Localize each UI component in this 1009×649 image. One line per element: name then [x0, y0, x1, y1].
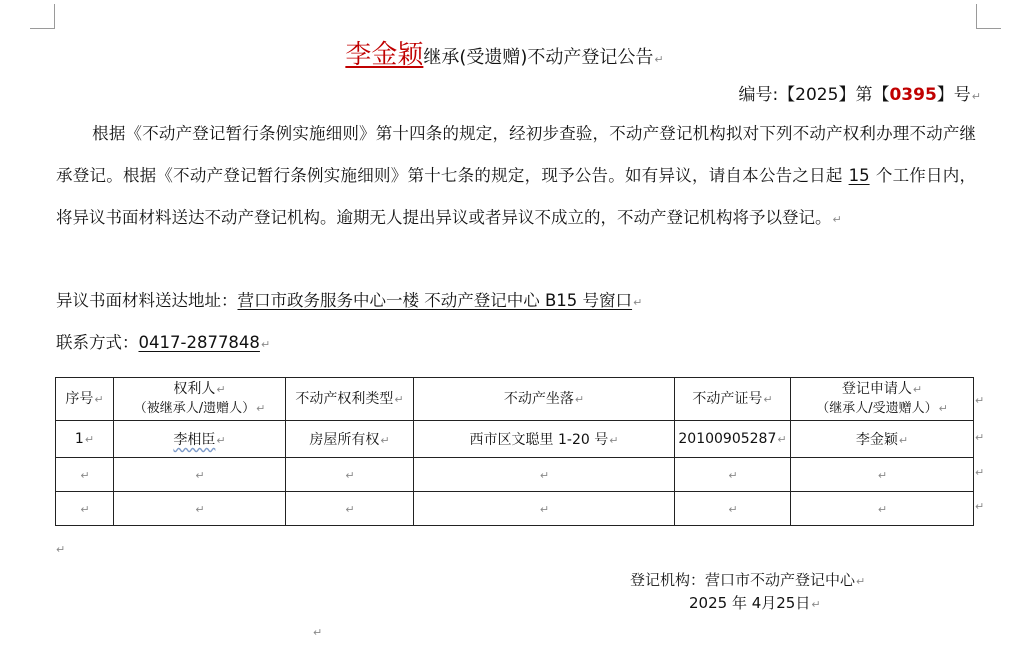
address-line [56, 287, 642, 311]
header-location: 不动产坐落↵ [414, 378, 675, 421]
paragraph-mark-icon: ↵ [832, 213, 842, 226]
cell-location: 西市区文聪里 1-20 号↵ [414, 421, 675, 458]
table-row-empty: ↵ ↵ ↵ ↵ ↵ ↵ [56, 458, 974, 492]
body-part1: 根据《不动产登记暂行条例实施细则》第十四条的规定，经初步查验，不动产登记机构拟对下列不动产权利办理不动产继承登记。根据《不动产登记暂行条例实施细则》第十七条的规定，现予公告。如有异议，请自本公告之日起 [56, 124, 976, 185]
empty-paragraph-mark-icon: ↵ [313, 626, 323, 639]
docno-prefix: 编号:【2025】第【 [738, 85, 890, 105]
document-number [738, 80, 981, 105]
cell-applicant: 李金颖↵ [791, 421, 974, 458]
objection-days: 15 [848, 166, 870, 185]
header-holder: 权利人↵ （被继承人/遗赠人）↵ [114, 378, 286, 421]
header-seq: 序号↵ [56, 378, 114, 421]
notice-title-text: 继承(受遗赠)不动产登记公告 [423, 47, 654, 68]
notice-title [0, 34, 1009, 71]
paragraph-mark-icon: ↵ [971, 90, 981, 103]
notice-body [56, 113, 976, 241]
header-right-type: 不动产权利类型↵ [286, 378, 414, 421]
paragraph-mark-icon: ↵ [633, 296, 643, 309]
docno-number: 0395 [889, 85, 937, 105]
cell-seq: 1↵ [56, 421, 114, 458]
address-value: 营口市政务服务中心一楼 不动产登记中心 B15 号窗口 [237, 291, 633, 310]
crop-mark-top-right [976, 4, 1001, 29]
header-cert-no: 不动产证号↵ [675, 378, 791, 421]
signature-date: 2025 年 4月25日↵ [689, 594, 821, 612]
header-applicant: 登记申请人↵ （继承人/受遗赠人）↵ [791, 378, 974, 421]
paragraph-mark-icon: ↵ [856, 575, 866, 588]
row-end-mark-icon: ↵ [975, 431, 985, 444]
body-part2: 个工作日内，将异议书面材料送达不动产登记机构。逾期无人提出异议或者异议不成立的，不动产登记机构将予以登记。 [56, 166, 977, 227]
table-row [56, 421, 974, 458]
empty-paragraph-mark-icon: ↵ [56, 543, 66, 556]
table-header-row [56, 378, 974, 421]
contact-value: 0417-2877848 [138, 333, 260, 352]
cell-cert-no: 20100905287↵ [675, 421, 791, 458]
docno-suffix: 】号 [936, 85, 971, 105]
row-end-mark-icon: ↵ [975, 500, 985, 513]
cell-right-type: 房屋所有权↵ [286, 421, 414, 458]
contact-line [56, 329, 270, 353]
registration-table [55, 377, 974, 526]
paragraph-mark-icon: ↵ [654, 53, 664, 66]
signature-org: 登记机构：营口市不动产登记中心↵ [630, 571, 866, 589]
crop-mark-top-left [30, 4, 55, 29]
row-end-mark-icon: ↵ [975, 466, 985, 479]
paragraph-mark-icon: ↵ [260, 338, 271, 351]
contact-label: 联系方式： [56, 333, 139, 352]
applicant-name-title: 李金颖 [345, 40, 424, 70]
address-label: 异议书面材料送达地址： [56, 291, 238, 310]
cell-holder: 李相臣↵ [114, 421, 286, 458]
row-end-mark-icon: ↵ [975, 394, 985, 407]
paragraph-mark-icon: ↵ [811, 598, 821, 611]
table-row-empty: ↵ ↵ ↵ ↵ ↵ ↵ [56, 492, 974, 526]
